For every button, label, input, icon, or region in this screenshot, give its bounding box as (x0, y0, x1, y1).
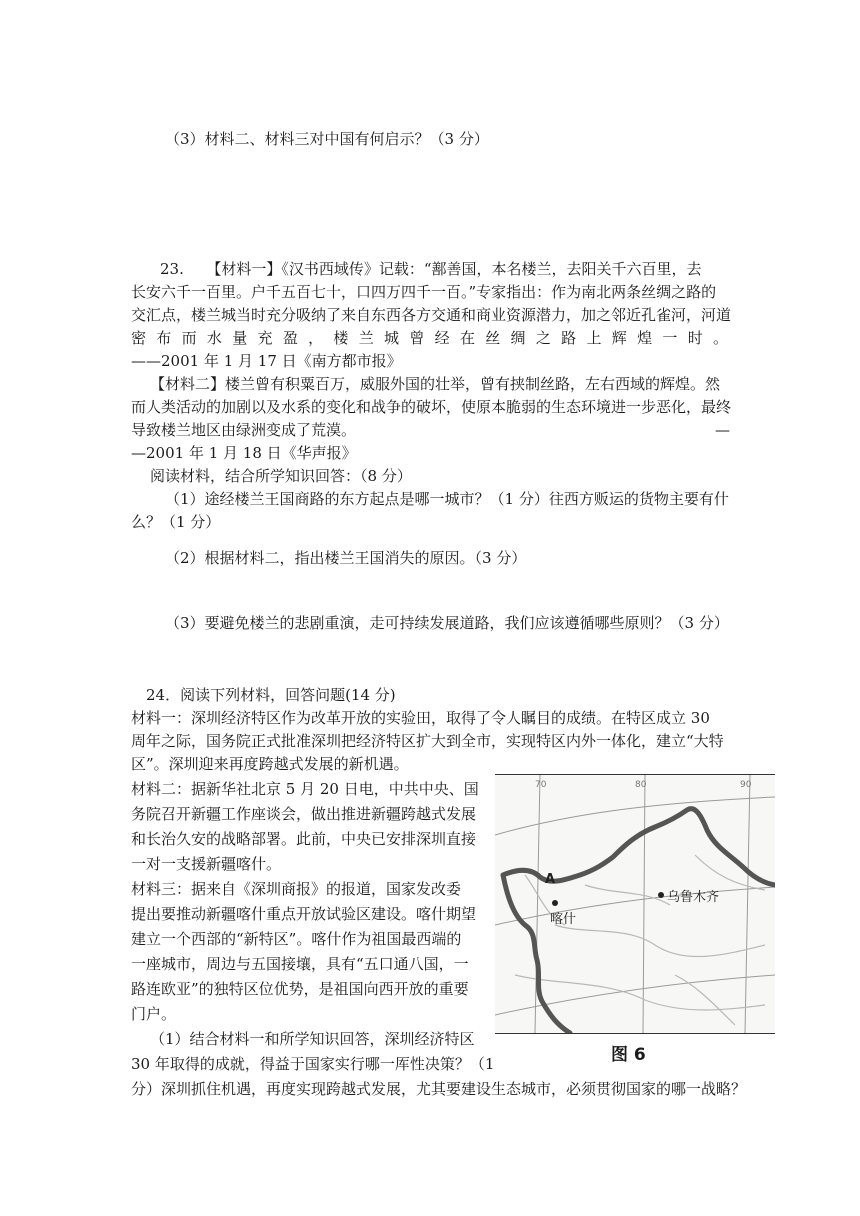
q24-heading: 24．阅读下列材料，回答问题(14 分) (146, 686, 396, 704)
q23-material-1-line-4: 密 布 而 水 量 充 盈 ， 楼 兰 城 曾 经 在 丝 绸 之 路 上 辉 煌 一 时 。 (131, 329, 728, 347)
urumqi-marker (658, 892, 664, 898)
q23-sub-2: （2）根据材料二，指出楼兰王国消失的原因。（3 分） (165, 549, 527, 567)
map-tick-70: 70 (535, 780, 547, 790)
figure-caption: 图 6 (611, 1045, 646, 1065)
q23-source-1: ——2001 年 1 月 17 日《南方都市报》 (131, 352, 402, 370)
q23-material-1-line-1: 23. 【材料一】《汉书西域传》记载：“鄯善国，本名楼兰，去阳关千六百里，去 (160, 260, 702, 278)
q23-material-2-line-3: 导致楼兰地区由绿洲变成了荒漠。 (131, 421, 357, 439)
q24-sub-1-line-1: （1）结合材料一和所学知识回答，深圳经济特区 (150, 1030, 475, 1048)
q23-sub-3: （3）要避免楼兰的悲剧重演，走可持续发展道路，我们应该遵循哪些原则？（3 分） (165, 614, 729, 632)
q24-sub-1-line-2: 30 年取得的成就，得益于国家实行哪一厍性决策？（1 (131, 1055, 495, 1073)
q24-material-2-line-4: 一对一支援新疆喀什。 (131, 855, 282, 873)
q23-material-1-line-3: 交汇点，楼兰城当时充分吸纳了来自东西各方交通和商业资源潜力，加之邻近孔雀河，河道 (131, 306, 732, 324)
map-label-a: A (545, 872, 556, 887)
q24-material-2-line-3: 和长治久安的战略部署。此前，中央已安排深圳直接 (131, 830, 477, 848)
question-22-3: （3）材料二、材料三对中国有何启示？（3 分） (165, 130, 489, 148)
kashgar-marker (552, 900, 558, 906)
map-label-urumqi: 乌鲁木齐 (667, 890, 720, 905)
q23-material-1-line-2: 长安六千一百里。户千五百七十，口四万四千一百。”专家指出：作为南北两条丝绸之路的 (131, 283, 717, 301)
q23-material-2-line-2: 而人类活动的加剧以及水系的变化和战争的破坏，使原本脆弱的生态环境进一步恶化，最终 (131, 398, 732, 416)
q23-source-2-dash: — (715, 421, 730, 439)
q24-material-1-line-3: 区”。深圳迎来再度跨越式发展的新机遇。 (131, 755, 409, 773)
q24-material-3-line-4: 一座城市，周边与五国接壤，具有“五口通八国，一 (131, 955, 469, 973)
map-label-kashgar: 喀什 (550, 912, 577, 927)
q24-material-2-line-1: 材料二：据新华社北京 5 月 20 日电，中共中央、国 (131, 780, 479, 798)
q23-material-2-line-1: 【材料二】楼兰曾有积粟百万，威服外国的壮举，曾有挟制丝路，左右西域的辉煌。然 (150, 375, 721, 393)
q23-sub-1-line-2: 么？（1 分） (131, 513, 221, 531)
q24-sub-1-line-3: 分）深圳抓住机遇，再度实现跨越式发展，尤其要建设生态城市，必须贯彻国家的哪一战略？ (131, 1080, 747, 1098)
q24-material-3-line-3: 建立一个西部的“新特区”。喀什作为祖国最西端的 (131, 930, 462, 948)
q24-material-3-line-5: 路连欧亚”的独特区位优势，是祖国向西开放的重要 (131, 980, 469, 998)
q24-material-2-line-2: 务院召开新疆工作座谈会，做出推进新疆跨越式发展 (131, 805, 477, 823)
q23-source-2: —2001 年 1 月 18 日《华声报》 (131, 444, 357, 462)
q24-material-3-line-6: 门户。 (131, 1005, 177, 1023)
q23-sub-1-line-1: （1）途经楼兰王国商路的东方起点是哪一城市？（1 分）往西方贩运的货物主要有什 (165, 490, 729, 508)
map-tick-80: 80 (635, 780, 647, 790)
q24-material-3-line-2: 提出要推动新疆喀什重点开放试验区建设。喀什期望 (131, 905, 477, 923)
map-tick-90: 90 (740, 780, 752, 790)
map-svg (495, 775, 775, 1033)
xinjiang-map (495, 774, 775, 1034)
q24-material-1-line-1: 材料一：深圳经济特区作为改革开放的实验田，取得了令人瞩目的成绩。在特区成立 30 (131, 709, 710, 727)
q24-material-1-line-2: 周年之际，国务院正式批准深圳把经济特区扩大到全市，实现特区内外一体化，建立“大特 (131, 732, 724, 750)
q23-instruction: 阅读材料，结合所学知识回答：（8 分） (150, 467, 412, 485)
q24-material-3-line-1: 材料三：据来自《深圳商报》的报道，国家发改委 (131, 880, 462, 898)
